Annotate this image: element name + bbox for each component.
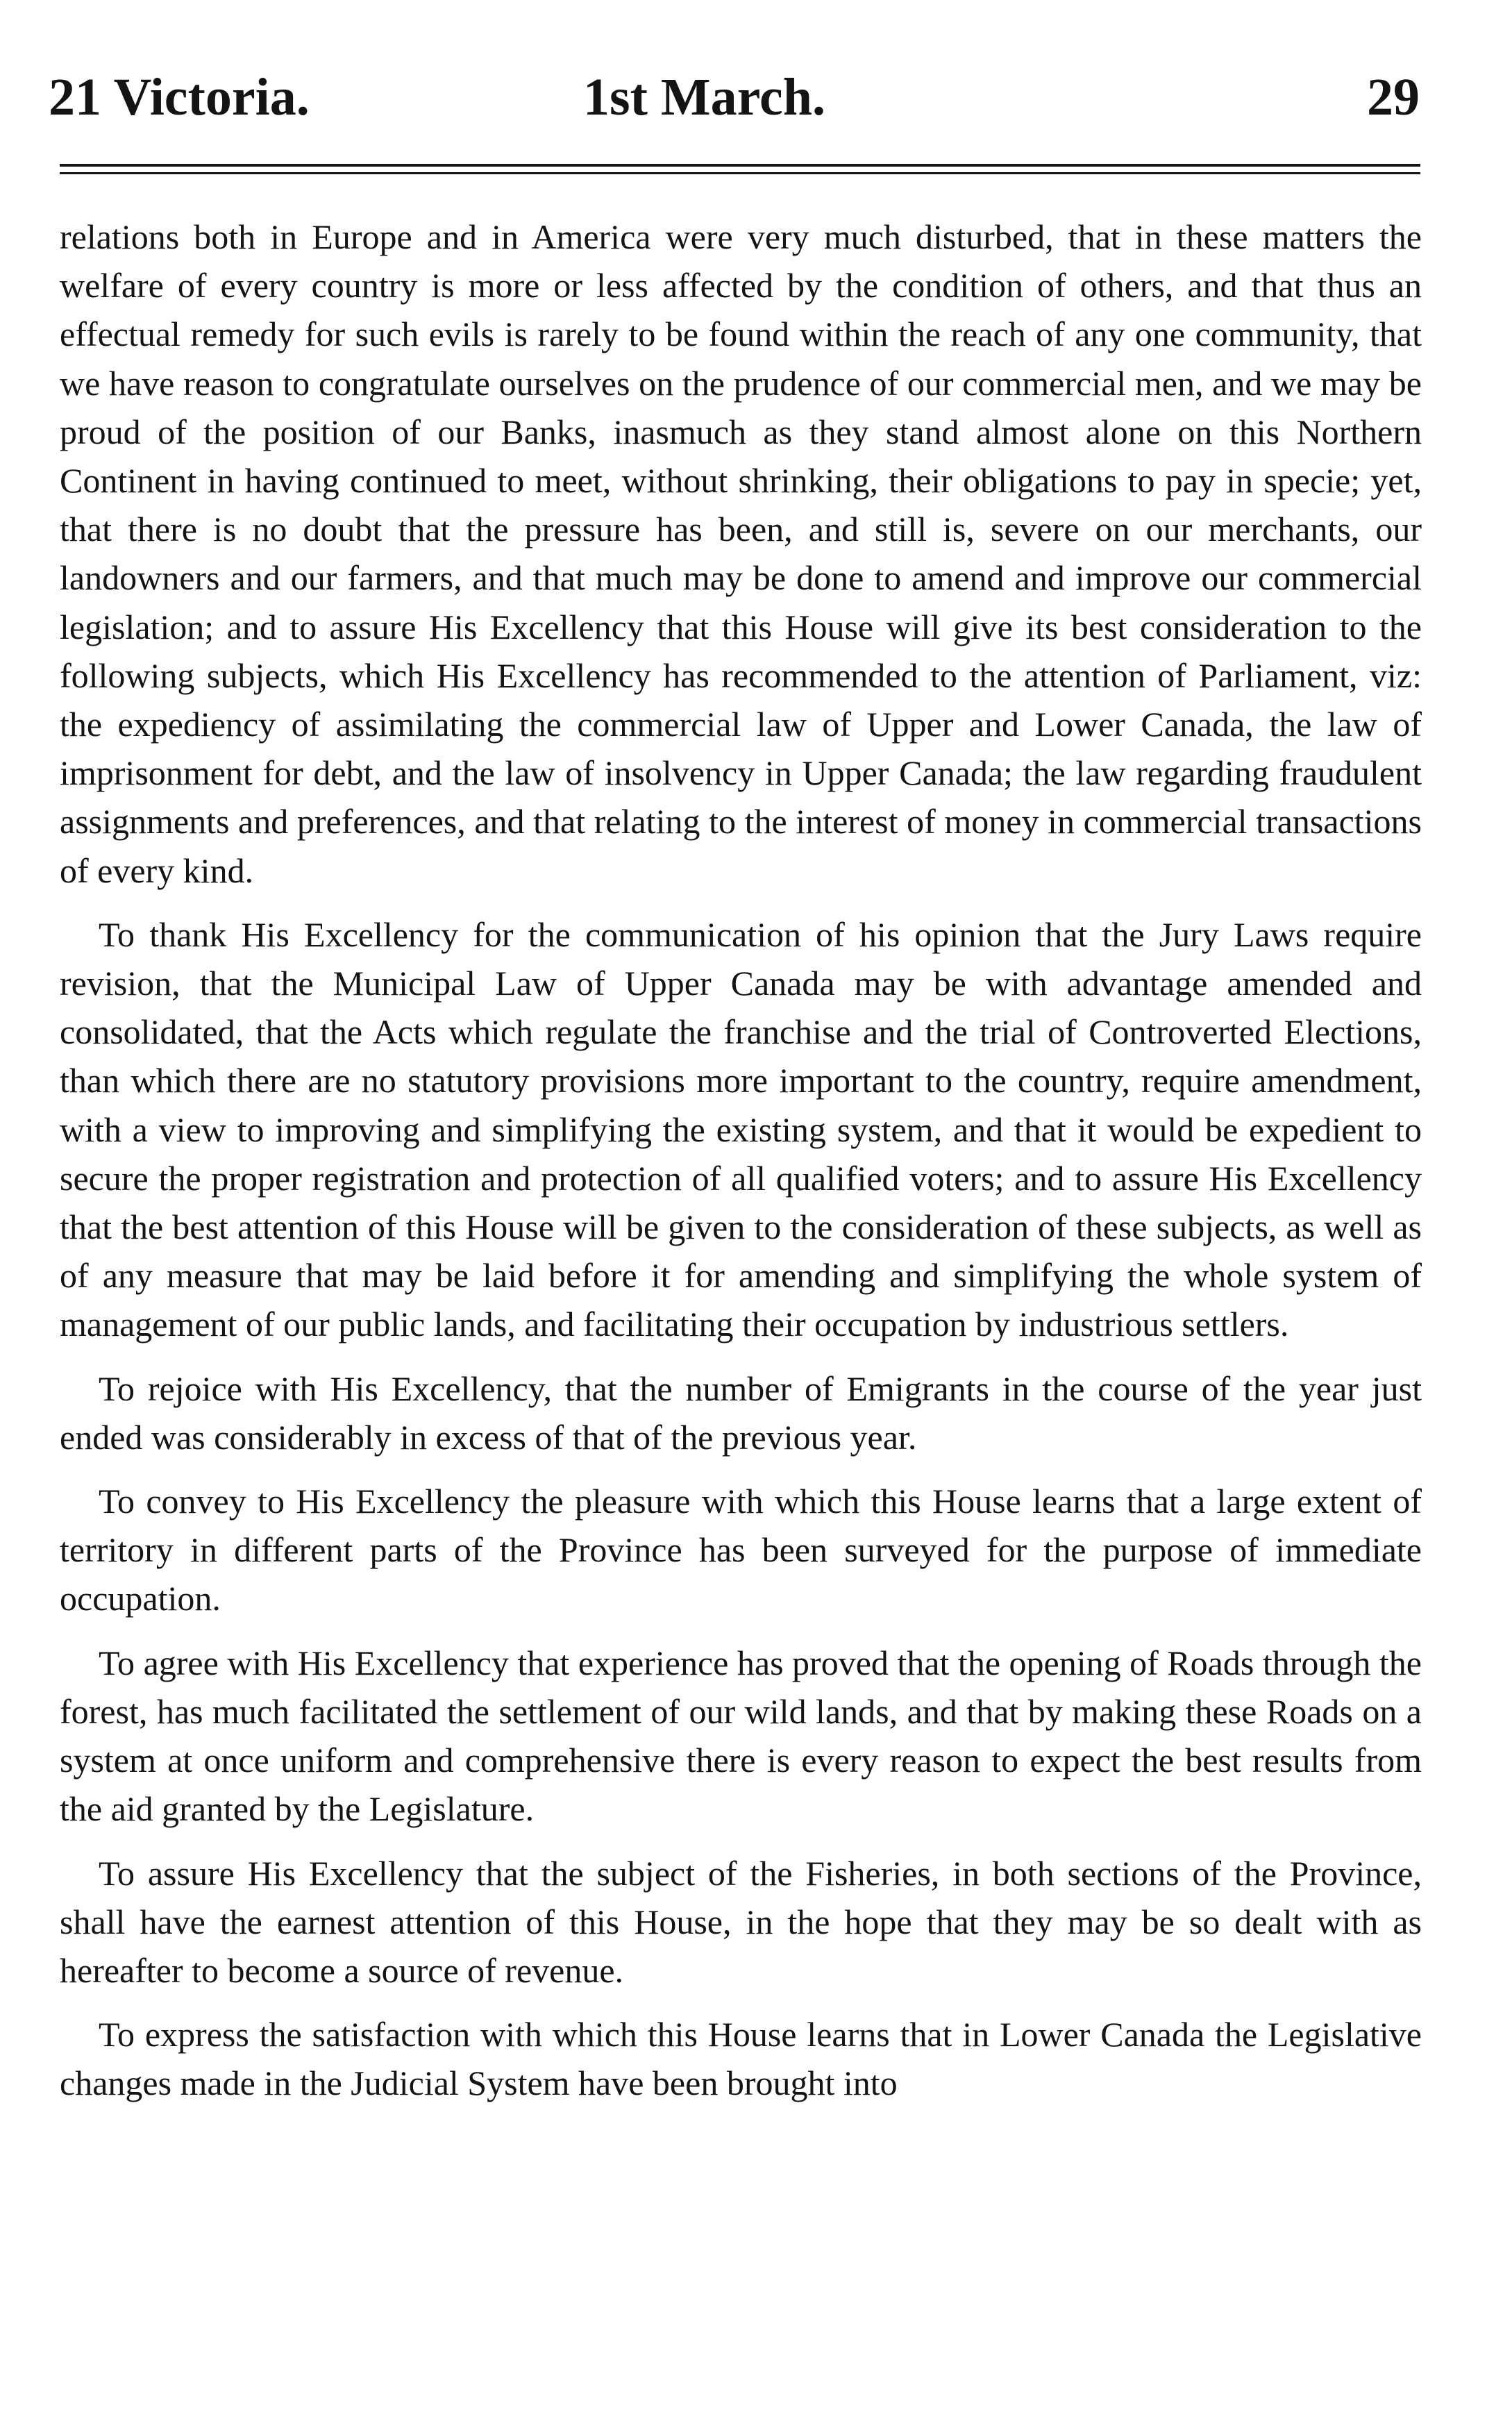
header-rule-thick — [60, 164, 1420, 167]
body-text — [60, 212, 1422, 2108]
paragraph: To agree with His Excellency that experience has proved that the opening of Roads through the forest, has much facilitated the settlement of our wild lands, and that by making these Roads on a system at once uniform and comprehensive there is every reason to expect the best results from the aid granted by the Legislature. — [60, 1643, 1422, 1829]
header-date: 1st March. — [583, 68, 825, 126]
header-rule-thin — [60, 172, 1420, 174]
paragraph: relations both in Europe and in America were very much disturbed, that in these matters the welfare of every country is more or less affected by the condition of others, and that thus an effectual remedy for such evils is rarely to be found within the reach of any one community, that we have reason to congratulate ourselves on the prudence of our commercial men, and we may be proud of the position of our Banks, inasmuch as they stand almost alone on this Northern Continent in having continued to meet, without shrinking, their obligations to pay in specie; yet, that there is no doubt that the pressure has been, and still is, severe on our merchants, our landowners and our farmers, and that much may be done to amend and improve our commercial legislation; and to assure His Excellency that this House will give its best consideration to the following subjects, which His Excellency has recommended to the attention of Parliament, viz: the expediency of assimilating the commercial law of Upper and Lower Canada, the law of imprisonment for debt, and the law of insolvency in Upper Canada; the law regarding fraudulent assignments and preferences, and that relating to the interest of money in commercial transactions of every kind. — [60, 217, 1422, 890]
running-header — [49, 59, 1420, 135]
paragraph: To convey to His Excellency the pleasure with which this House learns that a large extent of territory in different parts of the Province has been surveyed for the purpose of immediate occupation. — [60, 1482, 1422, 1618]
page-number: 29 — [1367, 68, 1420, 126]
header-session: 21 Victoria. — [49, 68, 310, 126]
paragraph: To express the satisfaction with which this House learns that in Lower Canada the Legislative changes made in the Judicial System have been brought into — [60, 2015, 1422, 2103]
paragraph: To assure His Excellency that the subject of the Fisheries, in both sections of the Province, shall have the earnest attention of this House, in the hope that they may be so dealt with as hereafter to become a source of revenue. — [60, 1853, 1422, 1990]
paragraph: To thank His Excellency for the communication of his opinion that the Jury Laws require revision, that the Municipal Law of Upper Canada may be with advantage amended and consolidated, that the Acts which regulate the franchise and the trial of Controverted Elections, than which there are no statutory provisions more important to the country, require amendment, with a view to improving and simplifying the existing system, and that it would be expedient to secure the proper registration and protection of all qualified voters; and to assure His Excellency that the best attention of this House will be given to the consideration of these subjects, as well as of any measure that may be laid before it for amending and simplifying the whole system of management of our public lands, and facilitating their occupation by industrious settlers. — [60, 914, 1422, 1344]
paragraph: To rejoice with His Excellency, that the number of Emigrants in the course of the year just ended was considerably in excess of that of the previous year. — [60, 1368, 1422, 1457]
